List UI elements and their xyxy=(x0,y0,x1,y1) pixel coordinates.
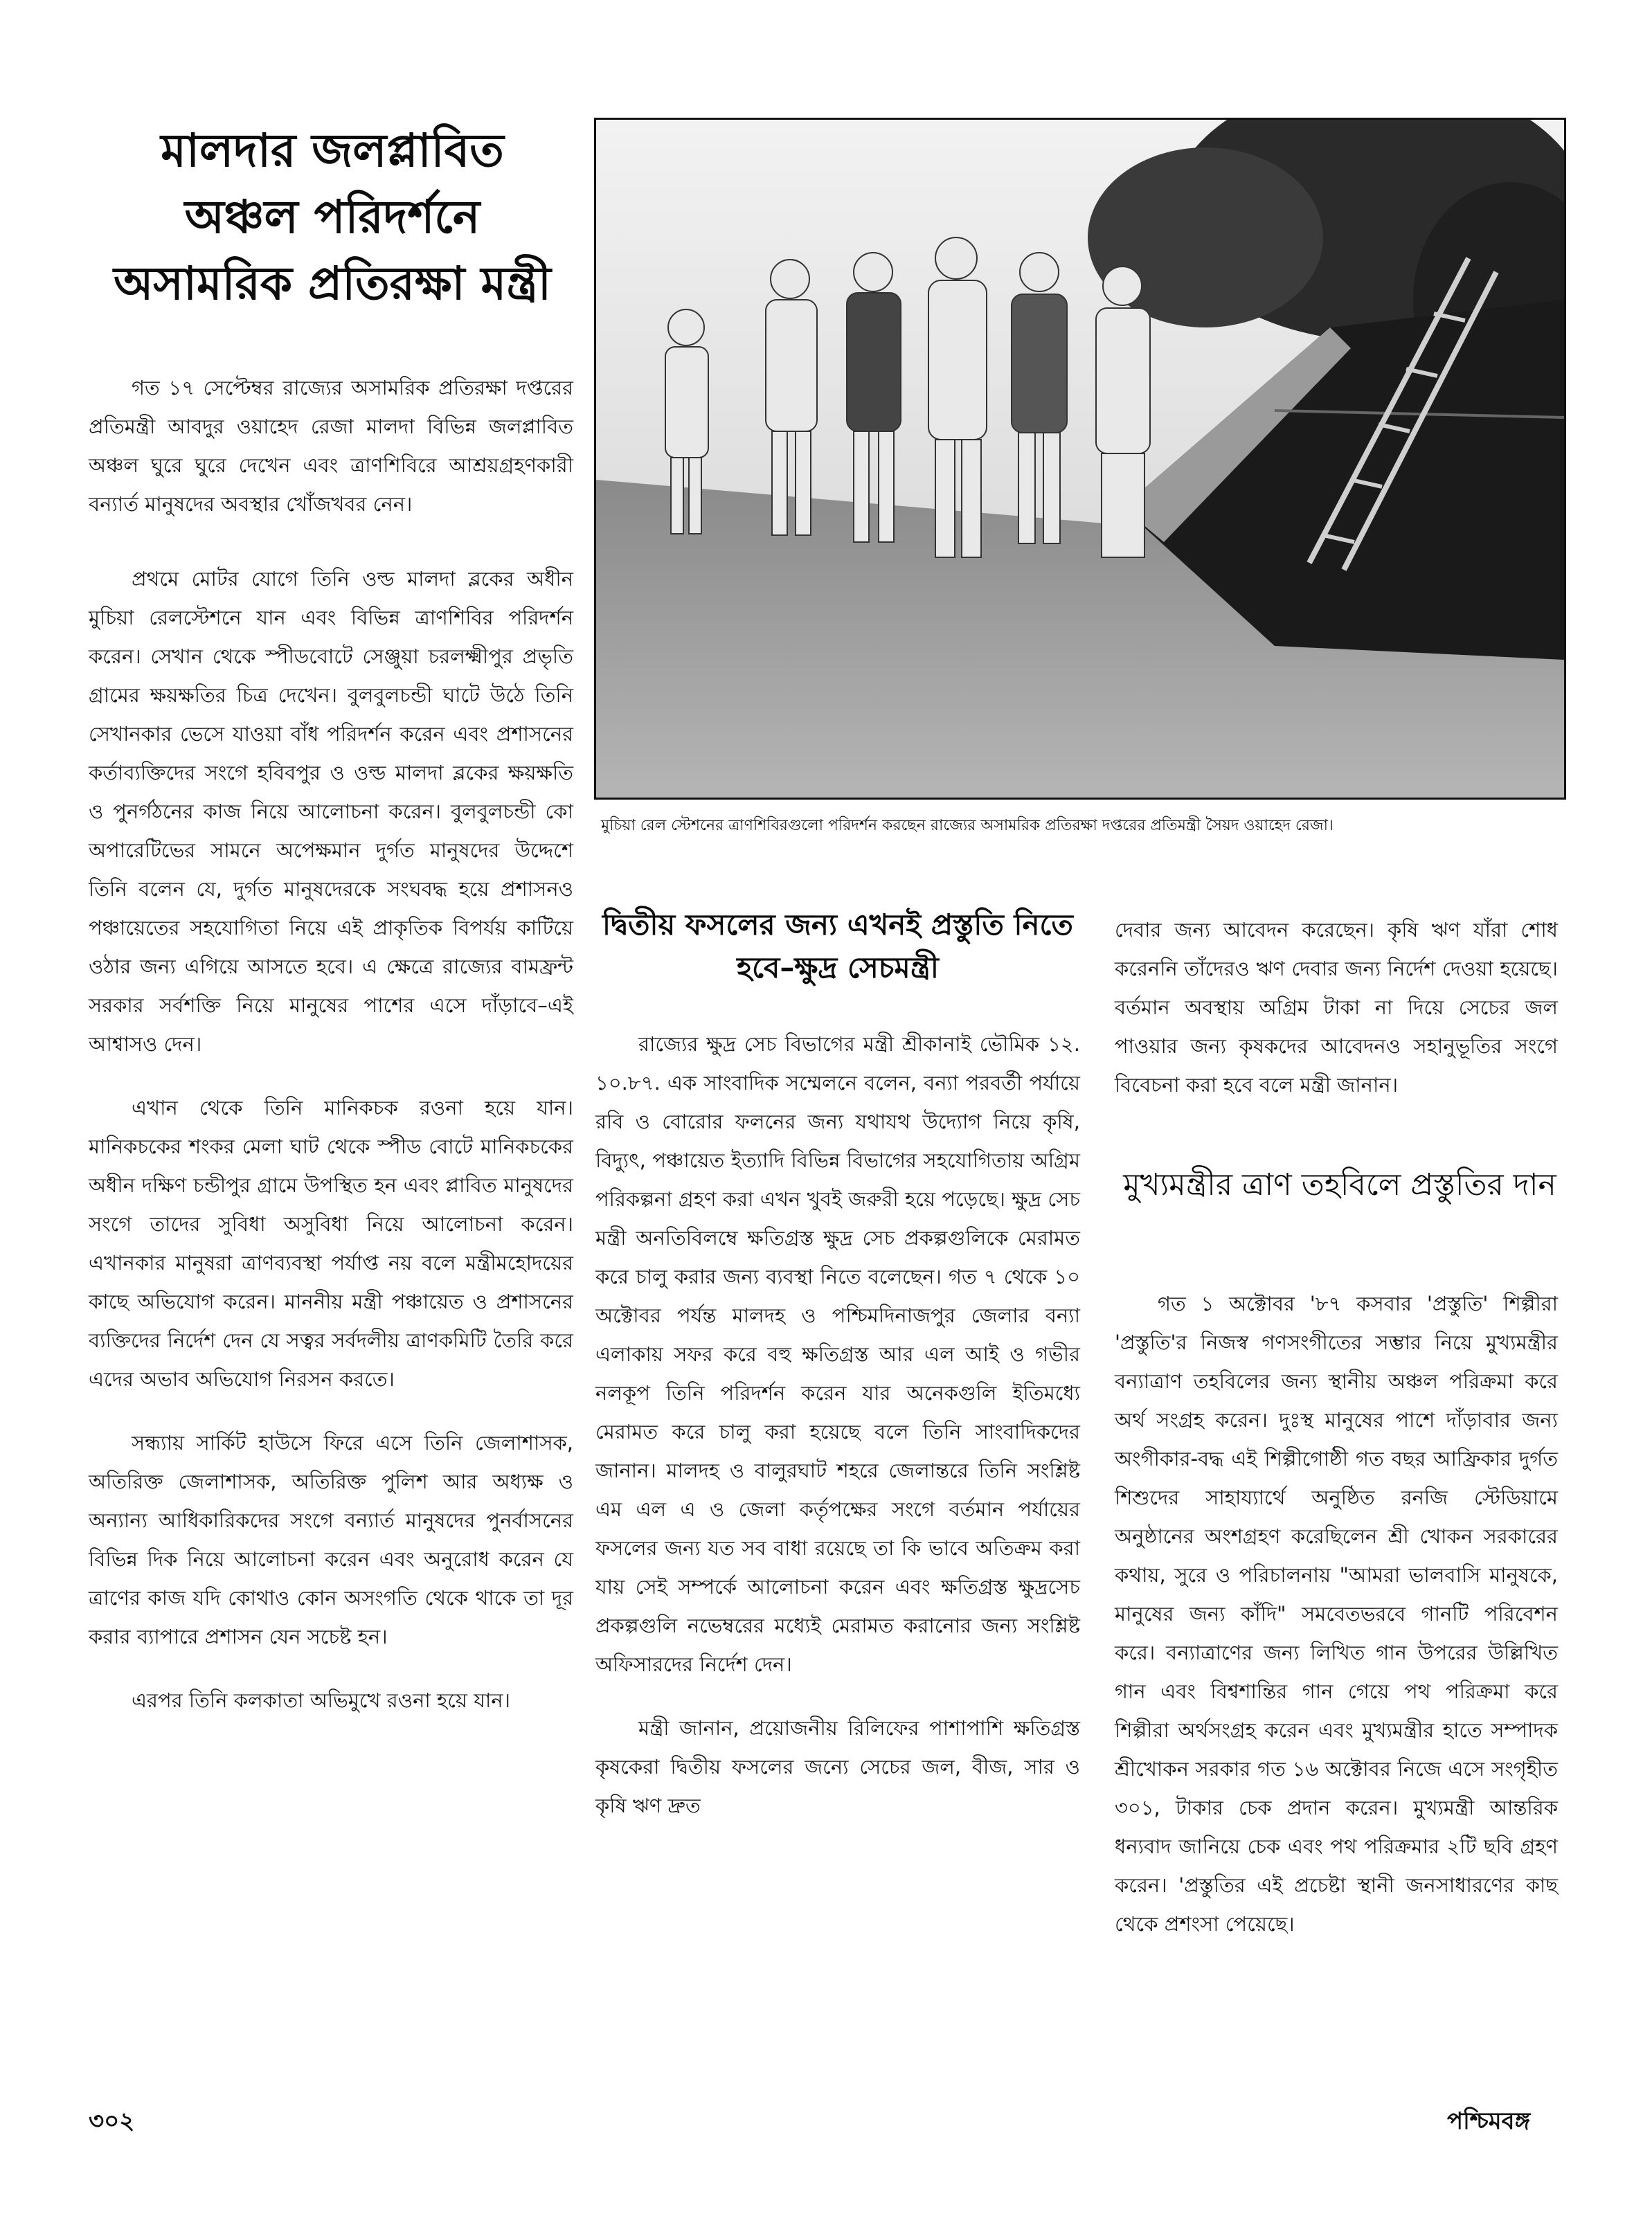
page-number: ৩০২ xyxy=(89,2107,135,2135)
article-2-continuation-text: দেবার জন্য আবেদন করেছেন। কৃষি ঋণ যাঁরা শোধ করেননি তাঁদেরও ঋণ দেবার জন্য নির্দেশ দেওয়া হয়েছে। বর্তমান অবস্থায় অগ্রিম টাকা না দিয়ে সেচের জল পাওয়ার জন্য কৃষকদের আবেদনও সহানুভূতির সংগে বিবেচনা করা হবে বলে মন্ত্রী জানান। xyxy=(1115,918,1558,1097)
publication-name: পশ্চিমবঙ্গ xyxy=(1447,2107,1531,2135)
article-3-headline: মুখ্যমন্ত্রীর ত্রাণ তহবিলে প্রস্তুতির দান xyxy=(1123,1167,1556,1203)
article-2-paragraph: রাজ্যের ক্ষুদ্র সেচ বিভাগের মন্ত্রী শ্রীকানাই ভৌমিক ১২. ১০.৮৭. এক সাংবাদিক সম্মেলনে বলেন, বন্যা পরবর্তী পর্যায়ে রবি ও বোরোর ফলনের জন্য যথাযথ উদ্যোগ নিয়ে কৃষি, বিদ্যুৎ, পঞ্চায়েত ইত্যাদি বিভিন্ন বিভাগের সহযোগিতায় অগ্রিম পরিকল্পনা গ্রহণ করা এখন খুবই জরুরী হয়ে পড়েছে। ক্ষুদ্র সেচ মন্ত্রী অনতিবিলম্বে ক্ষতিগ্রস্ত ক্ষুদ্র সেচ প্রকল্পগুলিকে মেরামত করে চালু করার জন্য ব্যবস্থা নিতে বলেছেন। গত ৭ থেকে ১০ অক্টোবর পর্যন্ত মালদহ ও পশ্চিমদিনাজপুর জেলার বন্যা এলাকায় সফর করে বহু ক্ষতিগ্রস্ত আর এল আই ও গভীর নলকূপ তিনি পরিদর্শন করেন যার অনেকগুলি ইতিমধ্যে মেরামত করে চালু করা হয়েছে বলে তিনি সাংবাদিকদের জানান। মালদহ ও বালুরঘাট শহরে জেলান্তরে তিনি সংশ্লিষ্ট এম এল এ ও জেলা কর্তৃপক্ষের সংগে বর্তমান পর্যায়ের ফসলের জন্য যত সব বাধা রয়েছে তা কি ভাবে অতিক্রম করা যায় সেই সম্পর্কে আলোচনা করেন এবং ক্ষতিগ্রস্ত ক্ষুদ্রসেচ প্রকল্পগুলি নভেম্বরের মধ্যেই মেরামত করানোর জন্য সংশ্লিষ্ট অফিসারদের নির্দেশ দেন। xyxy=(595,1032,1080,1676)
article-2-paragraph: মন্ত্রী জানান, প্রয়োজনীয় রিলিফের পাশাপাশি ক্ষতিগ্রস্ত কৃষকেরা দ্বিতীয় ফসলের জন্যে সেচের জল, বীজ, সার ও কৃষি ঋণ দ্রুত xyxy=(595,1716,1080,1817)
article-2-body xyxy=(595,1025,1080,1825)
article-2-continuation xyxy=(1115,910,1558,1104)
article-1-paragraph: এখান থেকে তিনি মানিকচক রওনা হয়ে যান। মানিকচকের শংকর মেলা ঘাট থেকে স্পীড বোটে মানিকচকের অধীন দক্ষিণ চন্ডীপুর গ্রামে উপস্থিত হন এবং প্লাবিত মানুষদের সংগে তাদের সুবিধা অসুবিধা নিয়ে আলোচনা করেন। এখানকার মানুষরা ত্রাণব্যবস্থা পর্যাপ্ত নয় বলে মন্ত্রীমহোদয়ের কাছে অভিযোগ করেন। মাননীয় মন্ত্রী পঞ্চায়েত ও প্রশাসনের ব্যক্তিদের নির্দেশ দেন যে সত্বর সর্বদলীয় ত্রাণকমিটি তৈরি করে এদের অভাব অভিযোগ নিরসন করতে। xyxy=(89,1096,573,1391)
news-photograph xyxy=(594,118,1566,800)
article-1-paragraph: এরপর তিনি কলকাতা অভিমুখে রওনা হয়ে যান। xyxy=(132,1689,510,1712)
article-1-headline: মালদার জলপ্লাবিত অঞ্চল পরিদর্শনে অসামরিক প্রতিরক্ষা মন্ত্রী xyxy=(114,124,551,310)
photo-illustration xyxy=(596,120,1564,798)
article-3-body xyxy=(1115,1284,1558,1943)
article-1-body xyxy=(89,368,573,1720)
article-2-headline: দ্বিতীয় ফসলের জন্য এখনই প্রস্তুতি নিতে হবে–ক্ষুদ্র সেচমন্ত্রী xyxy=(602,908,1073,984)
photo-caption: মুচিয়া রেল স্টেশনের ত্রাণশিবিরগুলো পরিদর্শন করছেন রাজ্যের অসামরিক প্রতিরক্ষা দপ্তরের প্রতিমন্ত্রী সৈয়দ ওয়াহেদ রেজা। xyxy=(601,817,1334,834)
article-1-paragraph: গত ১৭ সেপ্টেম্বর রাজ্যের অসামরিক প্রতিরক্ষা দপ্তরের প্রতিমন্ত্রী আবদুর ওয়াহেদ রেজা মালদা বিভিন্ন জলপ্লাবিত অঞ্চল ঘুরে ঘুরে দেখেন এবং ত্রাণশিবিরে আশ্রয়গ্রহণকারী বন্যার্ত মানুষদের অবস্থার খোঁজখবর নেন। xyxy=(89,376,573,516)
article-3-paragraph: গত ১ অক্টোবর '৮৭ কসবার 'প্রস্তুতি' শিল্পীরা 'প্রস্তুতি'র নিজস্ব গণসংগীতের সম্ভার নিয়ে মুখ্যমন্ত্রীর বন্যাত্রাণ তহবিলের জন্য স্থানীয় অঞ্চল পরিক্রমা করে অর্থ সংগ্রহ করেন। দুঃস্থ মানুষের পাশে দাঁড়াবার জন্য অংগীকার-বদ্ধ এই শিল্পীগোষ্ঠী গত বছর আফ্রিকার দুর্গত শিশুদের সাহায্যার্থে অনুষ্ঠিত রনজি স্টেডিয়ামে অনুষ্ঠানের অংশগ্রহণ করেছিলেন শ্রী খোকন সরকারের কথায়, সুরে ও পরিচালনায় "আমরা ভালবাসি মানুষকে, মানুষের জন্য কাঁদি" সমবেতভরবে গানটি পরিবেশন করে। বন্যাত্রাণের জন্য লিখিত গান উপরের উল্লিখিত গান এবং বিশ্বশান্তির গান গেয়ে পথ পরিক্রমা করে শিল্পীরা অর্থসংগ্রহ করেন এবং মুখ্যমন্ত্রীর হাতে সম্পাদক শ্রীখোকন সরকার গত ১৬ অক্টোবর নিজে এসে সংগৃহীত ৩০১, টাকার চেক প্রদান করেন। মুখ্যমন্ত্রী আন্তরিক ধন্যবাদ জানিয়ে চেক এবং পথ পরিক্রমার ২টি ছবি গ্রহণ করেন। 'প্রস্তুতির এই প্রচেষ্টা স্থানী জনসাধারণের কাছ থেকে প্রশংসা পেয়েছে। xyxy=(1115,1292,1558,1936)
article-1-paragraph: সন্ধ্যায় সার্কিট হাউসে ফিরে এসে তিনি জেলাশাসক, অতিরিক্ত জেলাশাসক, অতিরিক্ত পুলিশ আর অধ্যক্ষ ও অন্যান্য আধিকারিকদের সংগে বন্যার্ত মানুষদের পুনর্বাসনের বিভিন্ন দিক নিয়ে আলোচনা করেন এবং অনুরোধ করেন যে ত্রাণের কাজ যদি কোথাও কোন অসংগতি থেকে থাকে তা দূর করার ব্যাপারে প্রশাসন যেন সচেষ্ট হন। xyxy=(89,1431,573,1648)
article-1-paragraph: প্রথমে মোটর যোগে তিনি ওল্ড মালদা ব্লকের অধীন মুচিয়া রেলস্টেশনে যান এবং বিভিন্ন ত্রাণশিবির পরিদর্শন করেন। সেখান থেকে স্পীডবোটে সেঞ্জুয়া চরলক্ষ্মীপুর প্রভৃতি গ্রামের ক্ষয়ক্ষতির চিত্র দেখেন। বুলবুলচন্ডী ঘাটে উঠে তিনি সেখানকার ভেসে যাওয়া বাঁধ পরিদর্শন করেন এবং প্রশাসনের কর্তাব্যক্তিদের সংগে হবিবপুর ও ওল্ড মালদা ব্লকের ক্ষয়ক্ষতি ও পুনর্গঠনের কাজ নিয়ে আলোচনা করেন। বুলবুলচন্ডী কো অপারেটিভের সামনে অপেক্ষমান দুর্গত মানুষদের উদ্দেশে তিনি বলেন যে, দুর্গত মানুষদেরকে সংঘবদ্ধ হয়ে প্রশাসনও পঞ্চায়েতের সহযোগিতা নিয়ে এই প্রাকৃতিক বিপর্যয় কাটিয়ে ওঠার জন্য এগিয়ে আসতে হবে। এ ক্ষেত্রে রাজ্যের বামফ্রন্ট সরকার সর্বশক্তি নিয়ে মানুষের পাশের এসে দাঁড়াবে–এই আশ্বাসও দেন। xyxy=(89,567,573,1056)
